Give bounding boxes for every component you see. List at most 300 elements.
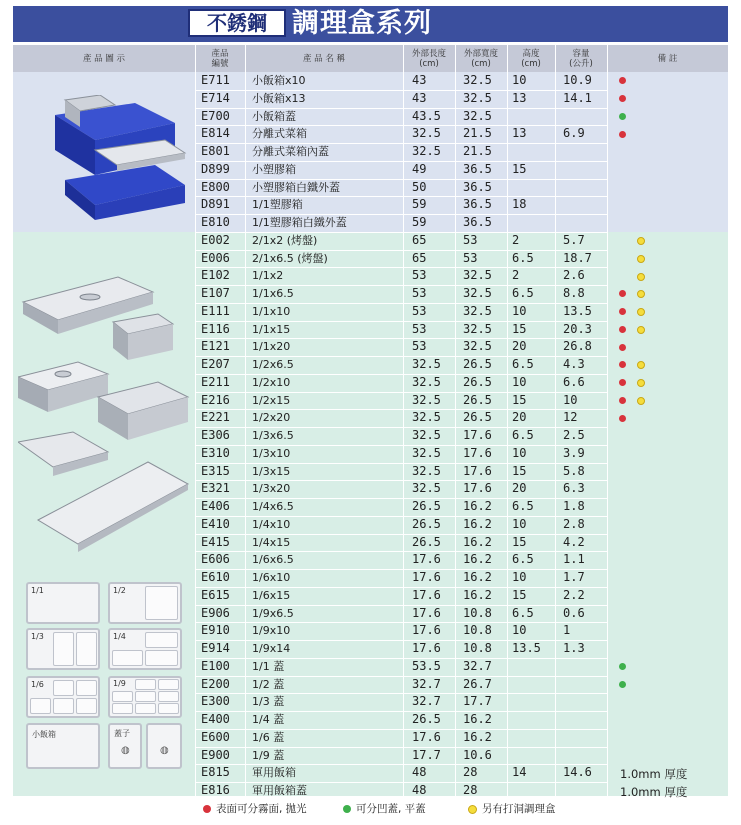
height-value: 10 (512, 623, 527, 638)
product-name: 1/1 蓋 (252, 659, 285, 673)
column-divider (455, 45, 456, 796)
product-code: E810 (201, 215, 230, 229)
outer-width: 17.6 (463, 445, 492, 460)
outer-length: 53 (412, 321, 427, 336)
capacity-value: 4.3 (563, 357, 585, 371)
size-label: 1/1 (31, 586, 44, 595)
size-1-4-diagram (108, 628, 182, 670)
capacity-value: 2.5 (563, 428, 585, 442)
height-value: 6.5 (512, 428, 534, 442)
size-label: 1/6 (31, 680, 44, 689)
capacity-value: 4.2 (563, 534, 585, 549)
outer-width: 16.2 (463, 729, 492, 744)
outer-width: 16.2 (463, 552, 492, 567)
red-dot-icon (203, 805, 211, 813)
outer-width: 21.5 (463, 144, 492, 158)
size-1-6-diagram (26, 676, 100, 718)
product-code: D899 (201, 161, 230, 176)
product-code: E606 (201, 552, 230, 567)
red-dot-icon (619, 326, 626, 333)
capacity-value: 6.9 (563, 126, 585, 141)
product-name: 1/1x6.5 (252, 287, 294, 300)
product-name: 1/1塑膠箱 (252, 198, 303, 212)
product-code: E006 (201, 250, 230, 265)
capacity-value: 1.1 (563, 552, 585, 567)
product-name: 1/2x15 (252, 393, 291, 407)
outer-width: 32.5 (463, 268, 492, 283)
outer-width: 17.6 (463, 463, 492, 478)
capacity-value: 6.6 (563, 374, 585, 389)
outer-length: 32.5 (412, 374, 441, 389)
product-code: E906 (201, 605, 230, 620)
outer-width: 26.5 (463, 392, 492, 407)
legend-label: 可分凹蓋, 平蓋 (356, 803, 426, 815)
size-label: 蓋子 (114, 729, 130, 738)
product-code: D891 (201, 197, 230, 212)
size-label: 1/3 (31, 632, 44, 641)
yellow-dot-icon (637, 326, 645, 334)
outer-width: 26.5 (463, 374, 492, 389)
capacity-value: 14.1 (563, 90, 592, 105)
height-value: 2 (512, 268, 520, 283)
outer-width: 16.2 (463, 712, 492, 726)
outer-width: 26.5 (463, 410, 492, 425)
outer-width: 53 (463, 250, 478, 265)
product-name: 1/9 蓋 (252, 748, 285, 762)
capacity-value: 12 (563, 410, 578, 425)
green-dot-icon (343, 805, 351, 813)
outer-width: 36.5 (463, 161, 492, 176)
product-code: E615 (201, 587, 230, 602)
lidded-pan-icon (18, 362, 108, 412)
size-label: 1/4 (113, 632, 126, 641)
flat-tray-icon (38, 462, 188, 552)
height-value: 20 (512, 410, 527, 425)
product-name: 小塑膠箱 (252, 162, 296, 176)
product-name: 1/9x10 (252, 624, 291, 638)
red-dot-icon (619, 344, 626, 351)
product-code: E100 (201, 658, 230, 673)
product-code: E816 (201, 783, 230, 797)
column-divider (195, 45, 196, 796)
brand-label: 不銹鋼 (188, 9, 286, 37)
product-code: E814 (201, 126, 230, 141)
capacity-value: 14.6 (563, 765, 592, 780)
product-name: 1/6x10 (252, 571, 291, 584)
compartment (76, 698, 97, 714)
lid-diagram (146, 723, 182, 769)
outer-length: 32.7 (412, 694, 441, 709)
pans-illustration (18, 262, 190, 572)
outer-width: 10.6 (463, 747, 492, 762)
product-code: E900 (201, 747, 230, 762)
product-code: E711 (201, 73, 230, 87)
product-code: E800 (201, 179, 230, 194)
outer-length: 53 (412, 268, 427, 283)
height-value: 2 (512, 232, 520, 247)
outer-width: 36.5 (463, 215, 492, 229)
height-value: 6.5 (512, 552, 534, 567)
product-code: E400 (201, 712, 230, 726)
capacity-value: 2.8 (563, 516, 585, 531)
outer-length: 17.6 (412, 641, 441, 655)
outer-width: 32.5 (463, 286, 492, 300)
header-capacity: 容量 (公升) (569, 48, 593, 69)
capacity-value: 10.9 (563, 73, 592, 87)
outer-length: 17.6 (412, 605, 441, 620)
outer-width: 28 (463, 765, 478, 780)
outer-length: 32.5 (412, 126, 441, 141)
product-code: E121 (201, 339, 230, 354)
product-name: 1/6x15 (252, 588, 291, 602)
outer-width: 17.7 (463, 694, 492, 709)
product-name: 1/4x10 (252, 517, 291, 531)
capacity-value: 8.8 (563, 286, 585, 300)
height-value: 6.5 (512, 286, 534, 300)
outer-length: 17.6 (412, 570, 441, 584)
product-name: 1/4x6.5 (252, 500, 294, 513)
product-code: E410 (201, 516, 230, 531)
lid-handle-icon: ◍ (160, 745, 169, 756)
compartment (158, 691, 179, 702)
legend-green (343, 802, 426, 816)
product-name: 1/3x10 (252, 446, 291, 460)
outer-length: 48 (412, 783, 427, 797)
capacity-value: 3.9 (563, 445, 585, 460)
column-divider (245, 45, 246, 796)
legend-yellow (468, 802, 556, 816)
outer-length: 50 (412, 179, 427, 194)
height-value: 14 (512, 765, 527, 780)
size-1-9-diagram (108, 676, 182, 718)
capacity-value: 13.5 (563, 303, 592, 318)
outer-length: 53.5 (412, 658, 441, 673)
height-value: 6.5 (512, 499, 534, 513)
product-name: 1/2x6.5 (252, 358, 294, 371)
outer-length: 17.6 (412, 729, 441, 744)
product-name: 1/9x14 (252, 642, 291, 655)
product-name: 分離式菜箱內蓋 (252, 145, 329, 158)
compartment (135, 691, 156, 702)
basket-pan-icon (113, 314, 173, 360)
height-value: 13.5 (512, 641, 541, 655)
product-code: E107 (201, 286, 230, 300)
outer-length: 65 (412, 250, 427, 265)
header-remarks: 備 註 (657, 53, 678, 64)
outer-width: 32.5 (463, 339, 492, 354)
outer-length: 59 (412, 197, 427, 212)
height-value: 10 (512, 374, 527, 389)
compartment (135, 703, 156, 714)
header-code: 產品 編號 (211, 48, 229, 69)
lunchbox-illustration (25, 95, 190, 225)
capacity-value: 1 (563, 623, 571, 638)
column-divider (507, 45, 508, 796)
header-width: 外部寬度 (cm) (463, 48, 498, 69)
product-name: 1/6 蓋 (252, 730, 285, 744)
outer-width: 36.5 (463, 197, 492, 212)
height-value: 15 (512, 587, 527, 602)
product-name: 1/2 蓋 (252, 677, 285, 691)
outer-width: 28 (463, 783, 478, 797)
outer-width: 10.8 (463, 623, 492, 638)
yellow-dot-icon (637, 273, 645, 281)
height-value: 10 (512, 303, 527, 318)
size-1-2-diagram (108, 582, 182, 624)
green-dot-icon (619, 681, 626, 688)
outer-width: 16.2 (463, 534, 492, 549)
product-code: E321 (201, 481, 230, 496)
legend-red (203, 802, 307, 816)
product-name: 小飯箱x10 (252, 74, 306, 87)
height-value: 10 (512, 516, 527, 531)
product-name: 1/3x20 (252, 482, 291, 496)
product-code: E116 (201, 321, 230, 336)
product-name: 2/1x6.5 (烤盤) (252, 251, 328, 265)
column-divider (555, 45, 556, 796)
outer-length: 26.5 (412, 499, 441, 513)
product-code: E111 (201, 303, 230, 318)
outer-length: 26.5 (412, 534, 441, 549)
outer-length: 59 (412, 215, 427, 229)
outer-width: 26.5 (463, 357, 492, 371)
remark-note: 1.0mm 厚度 (620, 785, 688, 799)
product-name: 小飯箱蓋 (252, 109, 296, 123)
height-value: 15 (512, 392, 527, 407)
compartment (53, 632, 74, 666)
capacity-value: 1.3 (563, 641, 585, 655)
outer-width: 21.5 (463, 126, 492, 141)
size-label: 1/2 (113, 586, 126, 595)
red-dot-icon (619, 131, 626, 138)
product-code: E221 (201, 410, 230, 425)
product-name: 小飯箱x13 (252, 91, 306, 105)
outer-length: 17.7 (412, 747, 441, 762)
height-value: 13 (512, 126, 527, 141)
outer-width: 32.5 (463, 321, 492, 336)
compartment (53, 698, 74, 714)
yellow-dot-icon (468, 805, 477, 814)
yellow-dot-icon (637, 255, 645, 263)
red-dot-icon (619, 397, 626, 404)
outer-width: 10.8 (463, 605, 492, 620)
product-code: E216 (201, 392, 230, 407)
remark-note: 1.0mm 厚度 (620, 767, 688, 782)
page-title: 調理盒系列 (292, 8, 432, 39)
capacity-value: 5.8 (563, 463, 585, 478)
height-value: 10 (512, 445, 527, 460)
compartment (158, 703, 179, 714)
capacity-value: 0.6 (563, 605, 585, 620)
product-name: 1/3x15 (252, 464, 291, 478)
capacity-value: 2.2 (563, 587, 585, 602)
compartment (76, 632, 97, 666)
product-code: E306 (201, 428, 230, 442)
product-name: 小塑膠箱白鐵外蓋 (252, 180, 340, 194)
product-code: E600 (201, 729, 230, 744)
product-name: 2/1x2 (烤盤) (252, 233, 318, 247)
yellow-dot-icon (637, 397, 645, 405)
product-code: E406 (201, 499, 230, 513)
capacity-value: 18.7 (563, 250, 592, 265)
outer-width: 16.2 (463, 516, 492, 531)
product-code: E801 (201, 144, 230, 158)
product-code: E300 (201, 694, 230, 709)
product-name: 1/3x6.5 (252, 429, 294, 442)
outer-length: 32.5 (412, 144, 441, 158)
capacity-value: 1.7 (563, 570, 585, 584)
height-value: 6.5 (512, 357, 534, 371)
height-value: 6.5 (512, 250, 534, 265)
height-value: 15 (512, 534, 527, 549)
outer-length: 53 (412, 339, 427, 354)
capacity-value: 20.3 (563, 321, 592, 336)
product-code: E910 (201, 623, 230, 638)
outer-width: 32.7 (463, 658, 492, 673)
product-name: 1/2x20 (252, 411, 291, 425)
outer-length: 65 (412, 232, 427, 247)
height-value: 18 (512, 197, 527, 212)
height-value: 15 (512, 161, 527, 176)
product-name: 1/1x20 (252, 340, 291, 354)
product-name: 1/1x15 (252, 322, 291, 336)
capacity-value: 6.3 (563, 481, 585, 496)
lid-handle-icon: ◍ (121, 745, 130, 756)
compartment (112, 691, 133, 702)
header-height: 高度 (cm) (521, 48, 541, 69)
outer-length: 17.6 (412, 552, 441, 567)
product-code: E714 (201, 90, 230, 105)
outer-width: 32.5 (463, 303, 492, 318)
compartment (30, 698, 51, 714)
outer-length: 26.5 (412, 712, 441, 726)
height-value: 20 (512, 481, 527, 496)
outer-length: 32.5 (412, 463, 441, 478)
outer-width: 36.5 (463, 179, 492, 194)
outer-width: 16.2 (463, 570, 492, 584)
product-name: 1/4x15 (252, 535, 291, 549)
outer-width: 32.5 (463, 73, 492, 87)
header-length: 外部長度 (cm) (411, 48, 446, 69)
capacity-value: 1.8 (563, 499, 585, 513)
product-code: E207 (201, 357, 230, 371)
outer-length: 17.6 (412, 623, 441, 638)
legend-label: 另有打洞調理盒 (482, 803, 556, 815)
outer-width: 16.2 (463, 499, 492, 513)
shallow-pan-icon (18, 432, 108, 476)
compartment (158, 679, 179, 690)
outer-length: 32.5 (412, 445, 441, 460)
outer-width: 26.7 (463, 676, 492, 691)
product-name: 軍用飯箱蓋 (252, 784, 307, 797)
product-name: 1/1x10 (252, 304, 291, 318)
size-label: 1/9 (113, 679, 126, 688)
outer-length: 32.5 (412, 481, 441, 496)
outer-width: 17.6 (463, 428, 492, 442)
column-divider (403, 45, 404, 796)
header-display: 產 品 圖 示 (82, 53, 126, 64)
outer-width: 32.5 (463, 108, 492, 123)
product-name: 1/4 蓋 (252, 713, 285, 726)
product-name: 1/9x6.5 (252, 606, 294, 620)
product-name: 1/3 蓋 (252, 695, 285, 709)
height-value: 10 (512, 570, 527, 584)
compartment (112, 650, 143, 666)
height-value: 20 (512, 339, 527, 354)
lunchbox-diagram (26, 723, 100, 769)
product-name: 1/6x6.5 (252, 553, 294, 567)
green-dot-icon (619, 113, 626, 120)
capacity-value: 5.7 (563, 232, 585, 247)
product-name: 1/1x2 (252, 269, 284, 283)
outer-length: 26.5 (412, 516, 441, 531)
lid-diagram (108, 723, 142, 769)
outer-length: 32.5 (412, 357, 441, 371)
outer-width: 32.5 (463, 90, 492, 105)
product-name: 分離式菜箱 (252, 127, 307, 141)
product-code: E310 (201, 445, 230, 460)
height-value: 6.5 (512, 605, 534, 620)
compartment (145, 650, 178, 666)
header-name: 產 品 名 稱 (302, 53, 346, 64)
red-dot-icon (619, 415, 626, 422)
compartment (135, 679, 156, 690)
size-1-3-diagram (26, 628, 100, 670)
product-name: 1/1塑膠箱白鐵外蓋 (252, 216, 347, 229)
product-code: E415 (201, 534, 230, 549)
height-value: 13 (512, 90, 527, 105)
outer-length: 53 (412, 286, 427, 300)
outer-width: 10.8 (463, 641, 492, 655)
capacity-value: 26.8 (563, 339, 592, 354)
product-code: E700 (201, 108, 230, 123)
product-code: E315 (201, 463, 230, 478)
column-divider (607, 45, 608, 796)
product-code: E610 (201, 570, 230, 584)
product-code: E211 (201, 374, 230, 389)
outer-width: 16.2 (463, 587, 492, 602)
compartment (145, 586, 178, 620)
compartment (145, 632, 178, 648)
outer-length: 17.6 (412, 587, 441, 602)
outer-length: 43 (412, 73, 427, 87)
height-value: 10 (512, 73, 527, 87)
product-name: 軍用飯箱 (252, 766, 296, 780)
outer-length: 43 (412, 90, 427, 105)
outer-length: 32.5 (412, 428, 441, 442)
product-code: E002 (201, 232, 230, 247)
outer-length: 32.5 (412, 410, 441, 425)
height-value: 15 (512, 321, 527, 336)
outer-length: 53 (412, 303, 427, 318)
compartment (53, 680, 74, 696)
height-value: 15 (512, 463, 527, 478)
size-label: 小飯箱 (32, 730, 56, 739)
product-code: E815 (201, 765, 230, 780)
outer-length: 32.7 (412, 676, 441, 691)
legend-label: 表面可分霧面, 拋光 (216, 803, 307, 815)
outer-length: 43.5 (412, 108, 441, 123)
product-code: E914 (201, 641, 230, 655)
compartment (76, 680, 97, 696)
compartment (112, 703, 133, 714)
product-name: 1/2x10 (252, 375, 291, 389)
product-code: E102 (201, 268, 230, 283)
capacity-value: 2.6 (563, 268, 585, 283)
product-code: E200 (201, 676, 230, 691)
outer-width: 53 (463, 232, 478, 247)
capacity-value: 10 (563, 392, 578, 407)
